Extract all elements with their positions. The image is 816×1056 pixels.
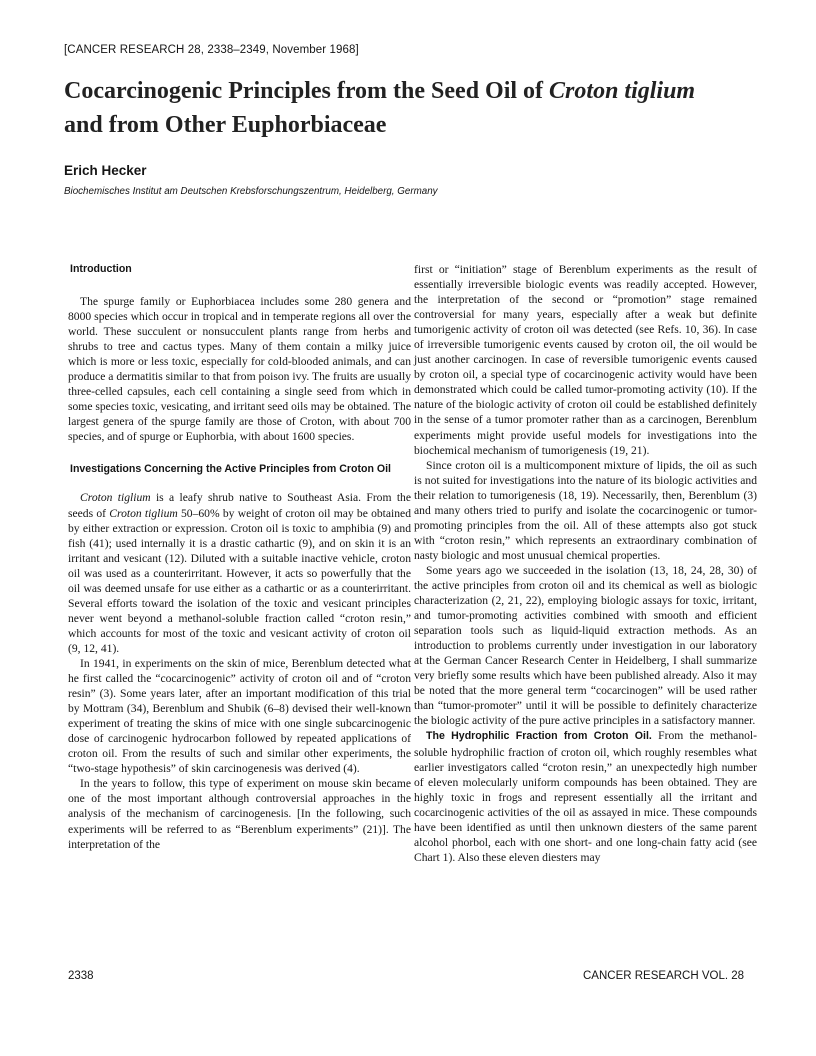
article-title bbox=[64, 74, 754, 142]
hydrophilic-fraction-heading: The Hydrophilic Fraction from Croton Oil. bbox=[426, 730, 652, 743]
title-part-2: and from Other Euphorbiaceae bbox=[64, 112, 387, 138]
investigations-heading: Investigations Concerning the Active Principles from Croton Oil bbox=[70, 463, 391, 476]
page-number: 2338 bbox=[68, 970, 94, 982]
left-column bbox=[68, 262, 411, 852]
multicomponent-paragraph: Since croton oil is a multicomponent mixture of lipids, the oil as such is not suited for investigations into the nature of its biologic activities and their relation to tumorigenesis (18, 19). Necessarily, then, Berenblum (3) and many others tried to purify and isolate the cocarcinogenic or tumor-promoting principles from the oil. All of these attempts also got stuck with “croton resin,” which represents an extraordinary combination of nasty biologic and most unusual chemical properties. bbox=[414, 458, 757, 562]
intro-paragraph: The spurge family or Euphorbiacea includes some 280 genera and 8000 species which occur in tropical and in temperate regions all over the world. These succulent or nonsucculent plants range from herbs and shrubs to tree and cactus types. Many of them contain a milky juice which is more or less toxic, especially for cold-blooded animals, and can produce a dermatitis similar to that from poison ivy. The fruits are usually three-celled capsules, each cell containing a single seed from which in some species toxic, vesicating, and irritant seed oils may be obtained. The largest genera of the spurge family are those of Croton, with about 700 species, and of spurge or Euphorbia, with about 1600 species. bbox=[68, 295, 411, 444]
journal-footer: CANCER RESEARCH VOL. 28 bbox=[583, 970, 745, 982]
initiation-paragraph: first or “initiation” stage of Berenblum experiments as the result of essentially irreversible biologic events was readily accepted. However, the interpretation of the second or “promotion” stage remained controversial for many years, especially after a weak but definite tumorigenic activity of croton oil was detected (see Refs. 10, 36). In case of irreversible tumorigenic events caused by croton oil, the oil would be just another carcinogen. In case of reversible tumorigenic events caused by croton oil, a special type of cocarcinogenic activity would have been demonstrated which could be called tumor-promoting activity (10). If the nature of the biologic activity of croton oil could be established definitely in the sense of a tumor promoter rather than as a carcinogen, Berenblum experiments might provide useful models for investigations into the biochemical mechanism of tumorigenesis (19, 21). bbox=[414, 263, 757, 457]
title-species-name: Croton tiglium bbox=[549, 78, 696, 104]
author-name: Erich Hecker bbox=[64, 163, 147, 178]
introduction-heading: Introduction bbox=[70, 263, 132, 275]
title-part-1: Cocarcinogenic Principles from the Seed Oil of bbox=[64, 78, 550, 104]
journal-citation: [CANCER RESEARCH 28, 2338–2349, November 1968] bbox=[64, 44, 359, 56]
isolation-paragraph: Some years ago we succeeded in the isolation (13, 18, 24, 28, 30) of the active principles from croton oil and its chemical as well as biologic characterization (2, 21, 22), employing biologic assays for toxic, irritant, and tumor-promoting activities combined with smooth and efficient separation tools such as liquid-liquid extraction methods. As an introduction to problems currently under investigation in our laboratory at the German Cancer Research Center in Heidelberg, I shall summarize very briefly some results which have been published already. Also it may be noted that the more general term “cocarcinogen” will be used rather than “tumor-promoter” until it will be possible to definitely characterize the biologic activity of the pure active principles in a satisfactory manner. bbox=[414, 563, 757, 728]
berenblum-1941-paragraph: In 1941, in experiments on the skin of mice, Berenblum detected what he first called the “cocarcinogenic” activity of croton oil and of “croton resin” (3). Some years later, after an important modification of this trial by Mottram (34), Berenblum and Shubik (6–8) devised their well-known experiment of treating the skins of mice with one single subcarcinogenic dose of carcinogenic hydrocarbon followed by repeated applications of croton oil. From the results of such and similar other experiments, the “two-stage hypothesis” of skin carcinogenesis was derived (4). bbox=[68, 656, 411, 776]
mouse-skin-paragraph: In the years to follow, this type of experiment on mouse skin became one of the most important although controversial approaches in the analysis of the mechanism of carcinogenesis. [In the following, such experiments will be referred to as “Berenblum experiments” (21)]. The interpretation of the bbox=[68, 777, 411, 851]
author-affiliation: Biochemisches Institut am Deutschen Krebsforschungszentrum, Heidelberg, Germany bbox=[64, 186, 438, 197]
croton-tiglium-paragraph: Croton tiglium is a leafy shrub native to Southeast Asia. From the seeds of Croton tiglium 50–60% by weight of croton oil may be obtained by either extraction or expression. Croton oil is toxic to amphibia (9) and fish (41); used internally it is a drastic cathartic (9), and on skin it is an irritant and vesicant (12). Diluted with a suitable inactive vehicle, croton oil was used as a counterirritant. However, it acts so powerfully that the oil was deemed unsafe for use either as a cathartic or as a counterirritant. Several efforts toward the isolation of the toxic and vesicant principles never went beyond a methanol-soluble fraction called “croton resin,” which accounts for most of the toxic and vesicant activity of croton oil (9, 12, 41). bbox=[68, 491, 411, 655]
hydrophilic-fraction-paragraph: The Hydrophilic Fraction from Croton Oil. From the methanol-soluble hydrophilic fraction of croton oil, which roughly resembles what earlier investigators called “croton resin,” an unexpectedly high number of eleven molecularly uniform compounds has been obtained. They are highly toxic in frogs and represent essentially all the irritant and cocarcinogenic activities of the oil as assayed in mice. These compounds have been identified as until then unknown diesters of the same parent alcohol phorbol, each with one short- and one long-chain fatty acid (see Chart 1). Also these eleven diesters may bbox=[414, 729, 757, 864]
right-column bbox=[414, 262, 757, 865]
